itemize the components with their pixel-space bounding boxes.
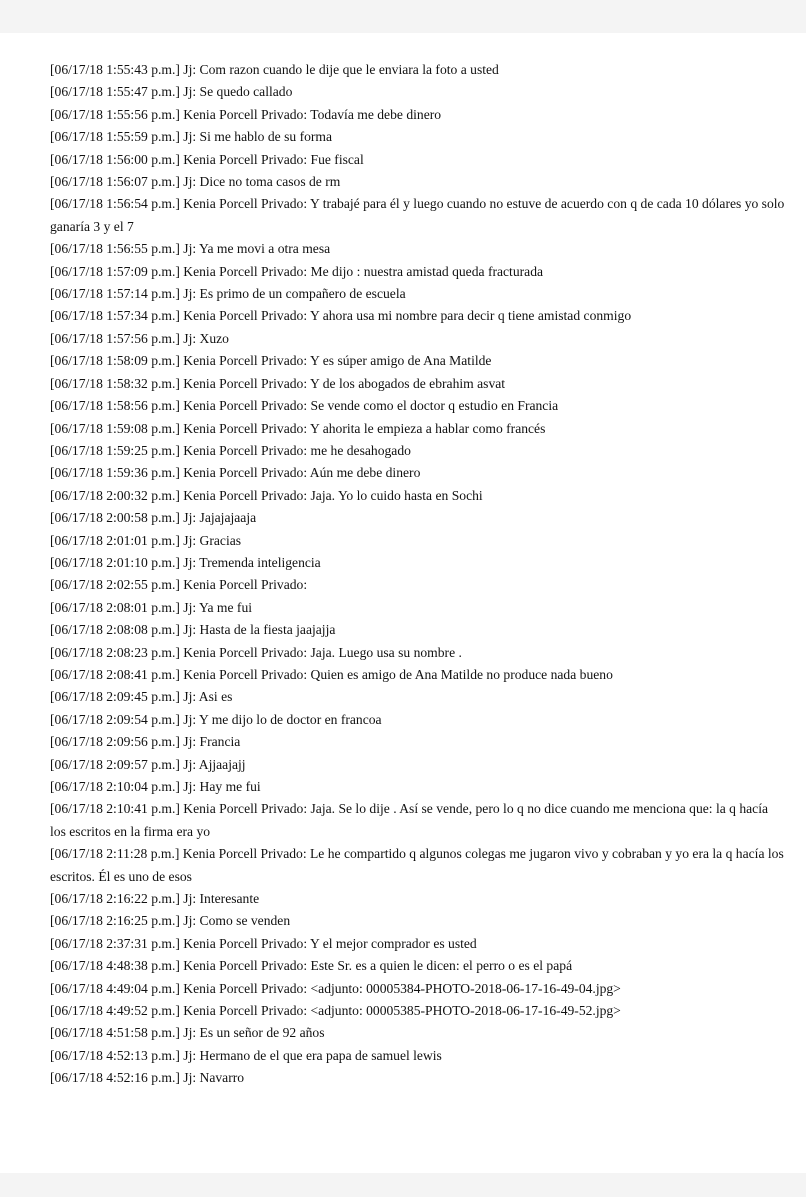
transcript-line: [06/17/18 2:00:58 p.m.] Jj: Jajajajaaja xyxy=(50,510,257,526)
transcript-line: [06/17/18 1:57:56 p.m.] Jj: Xuzo xyxy=(50,330,229,346)
transcript-line: [06/17/18 2:08:41 p.m.] Kenia Porcell Privado: Quien es amigo de Ana Matilde no produce nada bueno xyxy=(50,666,613,682)
transcript-line: [06/17/18 2:01:01 p.m.] Jj: Gracias xyxy=(50,532,242,548)
transcript-line: [06/17/18 2:10:41 p.m.] Kenia Porcell Privado: Jaja. Se lo dije . Así se vende, pero lo q no dice cuando me menciona que: la q hacía los escritos en la firma era yo xyxy=(50,801,769,839)
transcript-line: [06/17/18 1:55:59 p.m.] Jj: Si me hablo de su forma xyxy=(50,129,333,145)
transcript-line: [06/17/18 1:56:54 p.m.] Kenia Porcell Privado: Y trabajé para él y luego cuando no estuve de acuerdo con q de cada 10 dólares yo solo ganaría 3 y el 7 xyxy=(50,196,785,234)
transcript-line: [06/17/18 4:48:38 p.m.] Kenia Porcell Privado: Este Sr. es a quien le dicen: el perro o es el papá xyxy=(50,958,573,974)
transcript-line: [06/17/18 2:09:54 p.m.] Jj: Y me dijo lo de doctor en francoa xyxy=(50,711,382,727)
transcript-line: [06/17/18 1:59:25 p.m.] Kenia Porcell Privado: me he desahogado xyxy=(50,442,411,458)
transcript-line: [06/17/18 4:52:13 p.m.] Jj: Hermano de el que era papa de samuel lewis xyxy=(50,1047,442,1063)
top-margin-band xyxy=(0,0,806,33)
transcript-line: [06/17/18 2:16:22 p.m.] Jj: Interesante xyxy=(50,891,260,907)
transcript-line: [06/17/18 1:57:09 p.m.] Kenia Porcell Privado: Me dijo : nuestra amistad queda fracturada xyxy=(50,263,544,279)
transcript-line: [06/17/18 2:02:55 p.m.] Kenia Porcell Privado: xyxy=(50,577,308,593)
transcript-line: [06/17/18 2:09:56 p.m.] Jj: Francia xyxy=(50,734,241,750)
transcript-line: [06/17/18 2:16:25 p.m.] Jj: Como se venden xyxy=(50,913,291,929)
transcript-line: [06/17/18 1:56:07 p.m.] Jj: Dice no toma casos de rm xyxy=(50,174,341,190)
transcript-line: [06/17/18 1:58:09 p.m.] Kenia Porcell Privado: Y es súper amigo de Ana Matilde xyxy=(50,353,492,369)
transcript-line: [06/17/18 2:10:04 p.m.] Jj: Hay me fui xyxy=(50,779,261,794)
transcript-line: [06/17/18 1:56:00 p.m.] Kenia Porcell Privado: Fue fiscal xyxy=(50,151,364,167)
transcript-line: [06/17/18 2:08:23 p.m.] Kenia Porcell Privado: Jaja. Luego usa su nombre . xyxy=(50,644,462,660)
bottom-margin-band xyxy=(0,1173,806,1197)
transcript-line: [06/17/18 2:11:28 p.m.] Kenia Porcell Privado: Le he compartido q algunos colegas me jugaron vivo y cobraban y yo era la q hacía los escritos. Él es uno de esos xyxy=(50,846,784,884)
transcript-line: [06/17/18 1:55:43 p.m.] Jj: Com razon cuando le dije que le enviara la foto a usted xyxy=(50,62,499,77)
transcript-line: [06/17/18 1:58:56 p.m.] Kenia Porcell Privado: Se vende como el doctor q estudio en Francia xyxy=(50,398,559,414)
transcript-line: [06/17/18 1:56:55 p.m.] Jj: Ya me movi a otra mesa xyxy=(50,241,331,257)
transcript-line: [06/17/18 1:59:08 p.m.] Kenia Porcell Privado: Y ahorita le empieza a hablar como francés xyxy=(50,420,546,436)
transcript-line: [06/17/18 4:52:16 p.m.] Jj: Navarro xyxy=(50,1070,245,1086)
transcript-line: [06/17/18 4:49:04 p.m.] Kenia Porcell Privado: <adjunto: 00005384-PHOTO-2018-06-17-16-49-04.jpg> xyxy=(50,980,621,996)
transcript-line: [06/17/18 4:49:52 p.m.] Kenia Porcell Privado: <adjunto: 00005385-PHOTO-2018-06-17-16-49-52.jpg> xyxy=(50,1003,621,1019)
transcript-line: [06/17/18 1:55:56 p.m.] Kenia Porcell Privado: Todavía me debe dinero xyxy=(50,106,442,122)
transcript-line: [06/17/18 1:57:14 p.m.] Jj: Es primo de un compañero de escuela xyxy=(50,286,406,302)
transcript-line: [06/17/18 1:58:32 p.m.] Kenia Porcell Privado: Y de los abogados de ebrahim asvat xyxy=(50,375,506,391)
transcript-line: [06/17/18 2:37:31 p.m.] Kenia Porcell Privado: Y el mejor comprador es usted xyxy=(50,935,477,951)
transcript-line: [06/17/18 2:09:45 p.m.] Jj: Asi es xyxy=(50,689,233,705)
transcript-line: [06/17/18 1:55:47 p.m.] Jj: Se quedo callado xyxy=(50,84,293,100)
transcript-line: [06/17/18 2:09:57 p.m.] Jj: Ajjaajajj xyxy=(50,756,246,772)
transcript-line: [06/17/18 1:57:34 p.m.] Kenia Porcell Privado: Y ahora usa mi nombre para decir q tiene amistad conmigo xyxy=(50,308,632,324)
transcript-line: [06/17/18 2:01:10 p.m.] Jj: Tremenda inteligencia xyxy=(50,554,321,570)
chat-transcript xyxy=(50,59,785,1090)
transcript-line: [06/17/18 4:51:58 p.m.] Jj: Es un señor de 92 años xyxy=(50,1025,325,1041)
transcript-line: [06/17/18 2:08:08 p.m.] Jj: Hasta de la fiesta jaajajja xyxy=(50,622,336,638)
transcript-line: [06/17/18 2:08:01 p.m.] Jj: Ya me fui xyxy=(50,599,253,615)
transcript-line: [06/17/18 2:00:32 p.m.] Kenia Porcell Privado: Jaja. Yo lo cuido hasta en Sochi xyxy=(50,487,483,503)
transcript-line: [06/17/18 1:59:36 p.m.] Kenia Porcell Privado: Aún me debe dinero xyxy=(50,465,421,481)
